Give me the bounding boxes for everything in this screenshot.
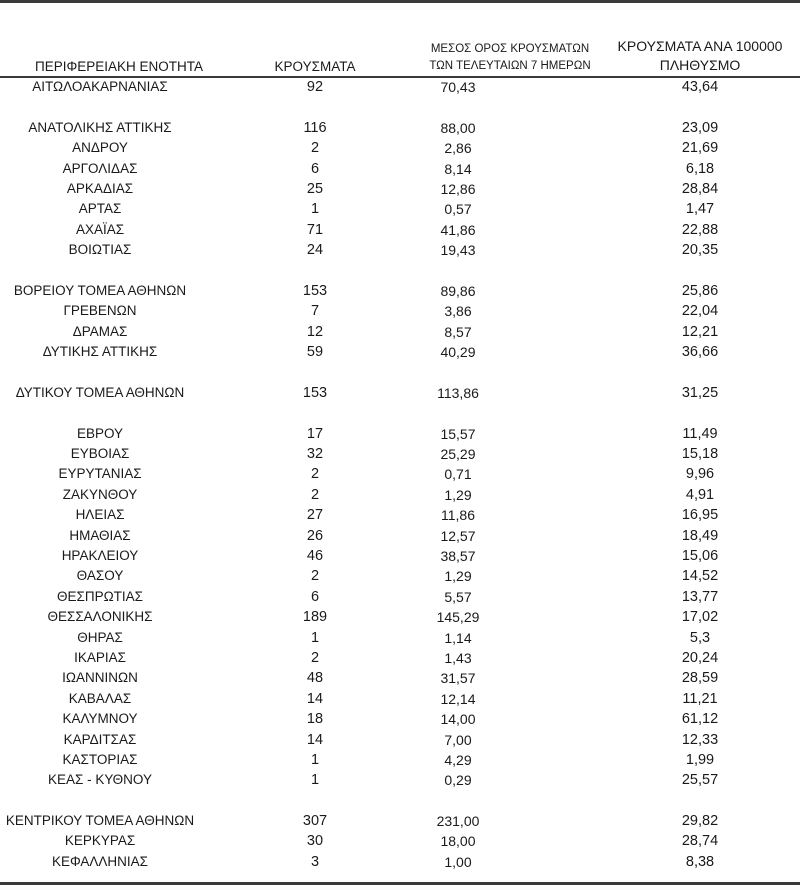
cell-region: ΑΡΤΑΣ	[78, 201, 122, 217]
cell-cases: 26	[306, 527, 324, 544]
table-row	[0, 77, 800, 97]
table-spacer-row	[0, 97, 800, 117]
cell-region: ΔΥΤΙΚΗΣ ΑΤΤΙΚΗΣ	[42, 344, 158, 360]
cell-region: ΘΕΣΣΑΛΟΝΙΚΗΣ	[47, 609, 153, 625]
cell-avg7: 0,29	[444, 772, 472, 789]
cell-per100k: 31,25	[681, 384, 719, 401]
cell-cases: 153	[302, 384, 328, 401]
table-row	[0, 831, 800, 851]
cell-avg7: 89,86	[440, 282, 476, 299]
cell-cases: 27	[306, 507, 324, 524]
cell-cases: 1	[310, 751, 320, 768]
cell-region: ΕΥΡΥΤΑΝΙΑΣ	[58, 466, 142, 482]
cell-cases: 14	[306, 690, 324, 707]
header-avg7-line1: ΜΕΣΟΣ ΟΡΟΣ ΚΡΟΥΣΜΑΤΩΝ	[430, 43, 590, 55]
cell-per100k: 28,84	[681, 180, 719, 197]
cell-per100k: 20,35	[681, 242, 719, 259]
table-row	[0, 668, 800, 688]
cell-per100k: 15,06	[681, 547, 719, 564]
table-row	[0, 444, 800, 464]
cell-cases: 1	[310, 201, 320, 218]
cell-per100k: 6,18	[685, 160, 715, 177]
table-row	[0, 281, 800, 301]
table-row	[0, 648, 800, 668]
cell-avg7: 31,57	[440, 670, 476, 687]
cell-per100k: 23,09	[681, 119, 719, 136]
header-region: ΠΕΡΙΦΕΡΕΙΑΚΗ ΕΝΟΤΗΤΑ	[34, 59, 204, 74]
table-row	[0, 485, 800, 505]
cell-avg7: 0,57	[444, 201, 472, 218]
header-per100k-line1: ΚΡΟΥΣΜΑΤΑ ΑΝΑ 100000	[617, 38, 783, 54]
table-row	[0, 342, 800, 362]
table-row	[0, 138, 800, 158]
table-row	[0, 770, 800, 790]
table-row	[0, 689, 800, 709]
cell-region: ΚΕΡΚΥΡΑΣ	[64, 833, 136, 849]
table-body	[0, 77, 800, 872]
cell-per100k: 15,18	[681, 446, 719, 463]
table-row	[0, 709, 800, 729]
cell-per100k: 9,96	[685, 466, 715, 483]
cell-cases: 3	[310, 853, 320, 870]
header-per100k-line2: ΠΛΗΘΥΣΜΟ	[659, 57, 741, 73]
cell-avg7: 12,14	[440, 690, 476, 707]
cell-avg7: 25,29	[440, 446, 476, 463]
cell-cases: 30	[306, 833, 324, 850]
cell-avg7: 8,57	[444, 323, 472, 340]
cell-avg7: 7,00	[444, 731, 472, 748]
cell-cases: 24	[306, 242, 324, 259]
cell-region: ΑΙΤΩΛΟΑΚΑΡΝΑΝΙΑΣ	[32, 79, 168, 94]
cell-region: ΚΑΛΥΜΝΟΥ	[62, 711, 138, 727]
cell-per100k: 11,21	[682, 690, 718, 707]
cell-cases: 307	[302, 813, 328, 830]
cell-per100k: 28,74	[681, 833, 719, 850]
cell-region: ΑΡΓΟΛΙΔΑΣ	[62, 160, 138, 176]
table-row	[0, 159, 800, 179]
cell-per100k: 8,38	[685, 853, 715, 870]
cell-cases: 2	[310, 649, 320, 666]
table-row	[0, 322, 800, 342]
table-row	[0, 587, 800, 607]
cell-avg7: 11,86	[441, 507, 475, 524]
cell-per100k: 28,59	[681, 670, 719, 687]
cell-cases: 14	[306, 731, 324, 748]
cell-per100k: 22,88	[681, 221, 719, 238]
cell-region: ΚΕΝΤΡΙΚΟΥ ΤΟΜΕΑ ΑΘΗΝΩΝ	[5, 813, 195, 829]
cell-avg7: 3,86	[444, 303, 472, 320]
cell-cases: 32	[306, 446, 324, 463]
cell-avg7: 231,00	[436, 813, 480, 830]
header-cases: ΚΡΟΥΣΜΑΤΑ	[274, 59, 356, 74]
cell-avg7: 1,29	[444, 486, 472, 503]
table-row	[0, 607, 800, 627]
cell-avg7: 145,29	[436, 609, 480, 626]
cell-avg7: 40,29	[440, 344, 476, 361]
cell-cases: 12	[306, 323, 324, 340]
top-rule	[0, 0, 800, 3]
cell-cases: 1	[310, 772, 320, 789]
cell-avg7: 41,86	[440, 221, 476, 238]
cell-region: ΑΝΑΤΟΛΙΚΗΣ ΑΤΤΙΚΗΣ	[28, 119, 172, 135]
cell-per100k: 20,24	[681, 649, 719, 666]
cell-cases: 6	[310, 588, 320, 605]
cell-region: ΙΩΑΝΝΙΝΩΝ	[62, 670, 138, 686]
cell-cases: 17	[306, 425, 324, 442]
table-row	[0, 301, 800, 321]
cell-cases: 46	[306, 547, 324, 564]
cell-per100k: 17,02	[681, 609, 719, 626]
cell-per100k: 1,47	[685, 201, 715, 218]
table-row	[0, 750, 800, 770]
table-row	[0, 118, 800, 138]
cell-per100k: 36,66	[681, 344, 719, 361]
table-spacer-row	[0, 261, 800, 281]
table-row	[0, 199, 800, 219]
cell-cases: 2	[310, 466, 320, 483]
table-row	[0, 240, 800, 260]
cell-per100k: 22,04	[681, 303, 719, 320]
header-avg7-line2: ΤΩΝ ΤΕΛΕΥΤΑΙΩΝ 7 ΗΜΕΡΩΝ	[429, 60, 591, 72]
cell-region: ΗΜΑΘΙΑΣ	[69, 527, 131, 543]
cell-per100k: 29,82	[681, 813, 719, 830]
cell-per100k: 25,57	[681, 772, 719, 789]
header-avg7	[410, 41, 610, 75]
table-row	[0, 526, 800, 546]
cell-per100k: 16,95	[681, 507, 719, 524]
cell-cases: 2	[310, 140, 320, 157]
cell-region: ΒΟΙΩΤΙΑΣ	[68, 242, 132, 258]
cell-cases: 153	[302, 282, 328, 299]
cell-cases: 59	[306, 344, 324, 361]
cell-cases: 1	[310, 629, 320, 646]
cell-region: ΚΑΣΤΟΡΙΑΣ	[62, 751, 138, 767]
table-row	[0, 383, 800, 403]
cell-cases: 116	[303, 119, 327, 136]
cell-per100k: 61,12	[681, 711, 719, 728]
cell-region: ΚΑΒΑΛΑΣ	[68, 690, 132, 706]
cell-region: ΗΡΑΚΛΕΙΟΥ	[61, 547, 139, 563]
cell-region: ΖΑΚΥΝΘΟΥ	[62, 486, 138, 502]
cell-avg7: 1,00	[444, 853, 472, 870]
table-row	[0, 566, 800, 586]
cell-cases: 92	[306, 79, 324, 95]
cell-per100k: 5,3	[689, 629, 711, 646]
header-per100k	[600, 37, 800, 75]
table-row	[0, 220, 800, 240]
cell-region: ΕΒΡΟΥ	[76, 425, 124, 441]
cell-cases: 18	[306, 711, 324, 728]
cell-cases: 189	[302, 609, 328, 626]
cell-avg7: 88,00	[440, 119, 476, 136]
cell-per100k: 14,52	[681, 568, 719, 585]
table-row	[0, 546, 800, 566]
cell-region: ΘΗΡΑΣ	[77, 629, 123, 645]
cell-region: ΑΝΔΡΟΥ	[72, 140, 128, 156]
table-row	[0, 730, 800, 750]
cell-region: ΑΧΑΪΑΣ	[75, 221, 125, 237]
cell-avg7: 2,86	[444, 140, 472, 157]
cell-region: ΑΡΚΑΔΙΑΣ	[66, 180, 134, 196]
table-row	[0, 505, 800, 525]
cell-avg7: 8,14	[444, 160, 472, 177]
table-header	[0, 30, 800, 78]
table-spacer-row	[0, 403, 800, 423]
cell-region: ΔΥΤΙΚΟΥ ΤΟΜΕΑ ΑΘΗΝΩΝ	[15, 384, 185, 400]
cell-cases: 2	[310, 568, 320, 585]
cell-avg7: 0,71	[444, 466, 472, 483]
cell-per100k: 12,33	[681, 731, 719, 748]
table-row	[0, 179, 800, 199]
cell-avg7: 15,57	[440, 425, 476, 442]
cell-per100k: 4,91	[685, 486, 715, 503]
cell-avg7: 19,43	[440, 242, 476, 259]
table-row	[0, 464, 800, 484]
cell-region: ΙΚΑΡΙΑΣ	[74, 649, 126, 665]
cell-avg7: 113,86	[437, 384, 479, 401]
cell-region: ΘΑΣΟΥ	[76, 568, 124, 584]
cell-cases: 48	[306, 670, 324, 687]
cell-cases: 25	[306, 180, 324, 197]
cell-avg7: 12,57	[440, 527, 476, 544]
cell-region: ΒΟΡΕΙΟΥ ΤΟΜΕΑ ΑΘΗΝΩΝ	[13, 282, 187, 298]
cell-avg7: 70,43	[440, 79, 476, 95]
cell-per100k: 21,69	[681, 140, 719, 157]
table-spacer-row	[0, 362, 800, 382]
cell-per100k: 18,49	[681, 527, 719, 544]
cell-per100k: 43,64	[681, 79, 719, 95]
cell-region: ΓΡΕΒΕΝΩΝ	[63, 303, 137, 319]
table-spacer-row	[0, 791, 800, 811]
cell-per100k: 12,21	[681, 323, 719, 340]
table-row	[0, 852, 800, 872]
cell-avg7: 38,57	[440, 547, 476, 564]
cell-per100k: 13,77	[681, 588, 719, 605]
cell-avg7: 18,00	[440, 833, 476, 850]
cell-per100k: 25,86	[681, 282, 719, 299]
cell-avg7: 12,86	[440, 180, 476, 197]
cell-region: ΚΑΡΔΙΤΣΑΣ	[63, 731, 137, 747]
cell-per100k: 1,99	[685, 751, 715, 768]
cell-cases: 7	[310, 303, 320, 320]
cell-cases: 6	[310, 160, 320, 177]
cell-region: ΕΥΒΟΙΑΣ	[70, 446, 130, 462]
cell-per100k: 11,49	[682, 425, 718, 442]
cell-avg7: 14,00	[440, 711, 476, 728]
cell-avg7: 4,29	[444, 751, 472, 768]
cell-region: ΚΕΦΑΛΛΗΝΙΑΣ	[51, 853, 149, 869]
table-row	[0, 811, 800, 831]
cell-avg7: 1,14	[444, 629, 472, 646]
cell-avg7: 1,29	[444, 568, 472, 585]
cell-region: ΘΕΣΠΡΩΤΙΑΣ	[56, 588, 144, 604]
cell-avg7: 1,43	[444, 649, 472, 666]
cell-region: ΔΡΑΜΑΣ	[72, 323, 128, 339]
cell-cases: 2	[310, 486, 320, 503]
bottom-rule	[0, 882, 800, 885]
table-row	[0, 424, 800, 444]
cell-region: ΚΕΑΣ - ΚΥΘΝΟΥ	[48, 772, 152, 788]
cell-region: ΗΛΕΙΑΣ	[75, 507, 125, 523]
cell-cases: 71	[306, 221, 324, 238]
table-row	[0, 628, 800, 648]
cell-avg7: 5,57	[444, 588, 472, 605]
